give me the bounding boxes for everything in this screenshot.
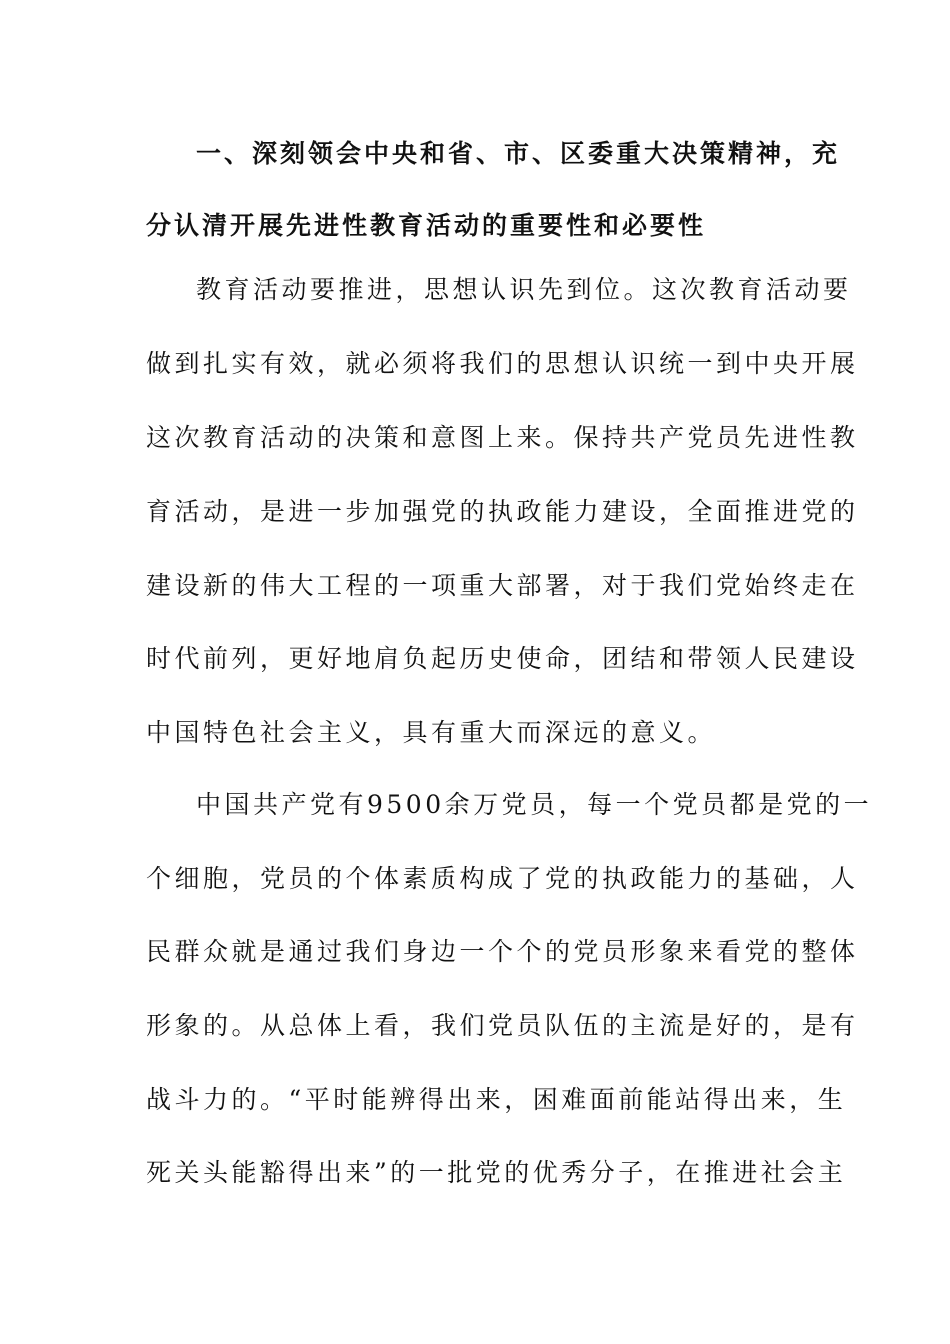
paragraph-2-line-6: 死关头能豁得出来”的一批党的优秀分子，在推进社会主	[146, 1158, 847, 1187]
paragraph-2-line-5: 战斗力的。“平时能辨得出来，困难面前能站得出来，生	[146, 1085, 847, 1114]
paragraph-1-line-7: 中国特色社会主义，具有重大而深远的意义。	[146, 718, 717, 747]
paragraph-1-line-5: 建设新的伟大工程的一项重大部署，对于我们党始终走在	[146, 571, 859, 600]
paragraph-1-line-2: 做到扎实有效，就必须将我们的思想认识统一到中央开展	[146, 349, 859, 378]
section-heading-line-2: 分认清开展先进性教育活动的重要性和必要性	[146, 211, 707, 240]
paragraph-2-line-1: 中国共产党有9500余万党员，每一个党员都是党的一	[196, 790, 873, 819]
section-heading-line-1: 一、深刻领会中央和省、市、区委重大决策精神，充	[196, 139, 841, 168]
paragraph-1-line-1: 教育活动要推进，思想认识先到位。这次教育活动要	[196, 275, 852, 304]
paragraph-1-line-4: 育活动，是进一步加强党的执政能力建设，全面推进党的	[146, 497, 859, 526]
paragraph-2-line-4: 形象的。从总体上看，我们党员队伍的主流是好的，是有	[146, 1011, 859, 1040]
paragraph-2-line-3: 民群众就是通过我们身边一个个的党员形象来看党的整体	[146, 937, 859, 966]
paragraph-2-line-2: 个细胞，党员的个体素质构成了党的执政能力的基础，人	[146, 864, 859, 893]
paragraph-1-line-6: 时代前列，更好地肩负起历史使命，团结和带领人民建设	[146, 644, 859, 673]
paragraph-1-line-3: 这次教育活动的决策和意图上来。保持共产党员先进性教	[146, 423, 859, 452]
